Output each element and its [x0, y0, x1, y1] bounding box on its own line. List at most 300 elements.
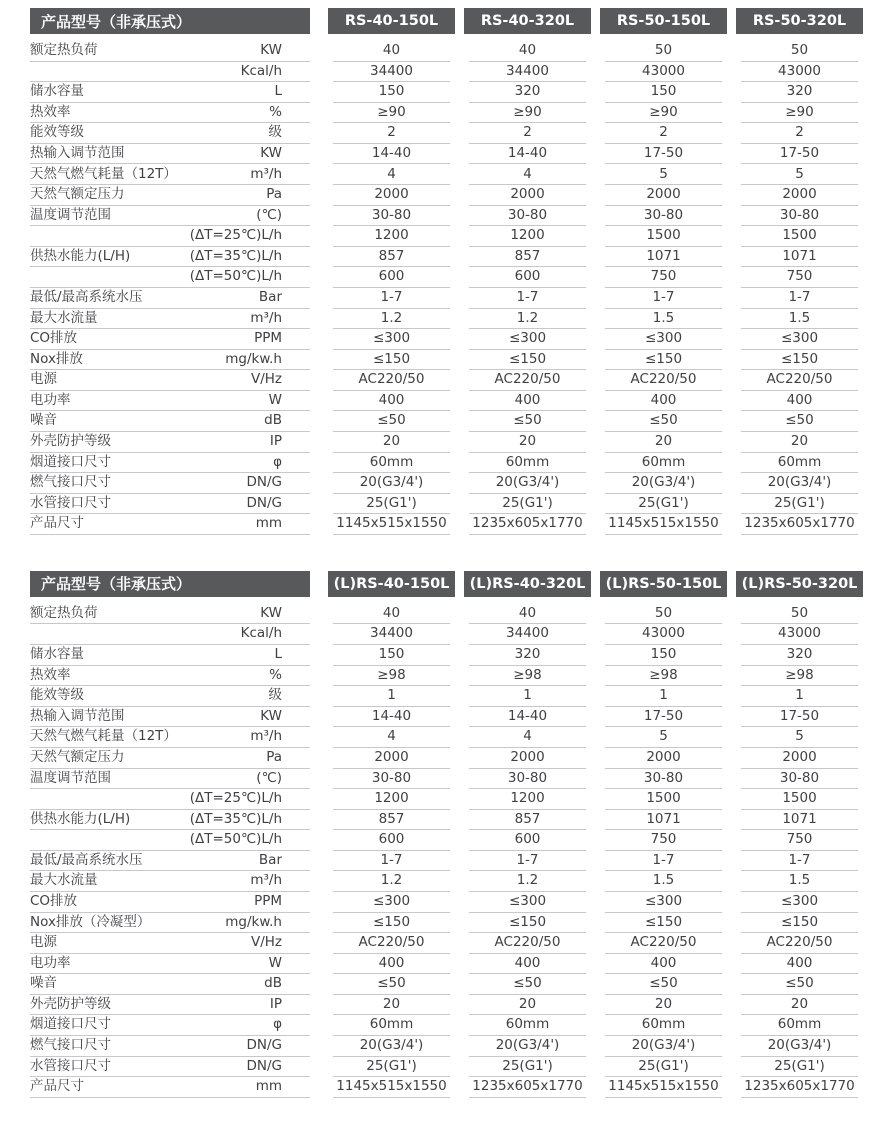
- spec-value: 20(G3/4'): [469, 473, 586, 494]
- spec-value: 20(G3/4'): [333, 473, 450, 494]
- spec-value: 30-80: [741, 769, 858, 790]
- row-unit: (℃): [256, 769, 282, 786]
- model-header-3: RS-50-150L: [600, 8, 727, 34]
- spec-row-label: [30, 707, 310, 728]
- spec-value: 857: [469, 810, 586, 831]
- spec-value: 1145x515x1550: [333, 514, 450, 535]
- spec-value: 43000: [605, 62, 722, 83]
- spec-value: 1200: [333, 226, 450, 247]
- spec-value: 50: [741, 41, 858, 62]
- row-unit: DN/G: [246, 1037, 282, 1054]
- spec-value: 30-80: [333, 769, 450, 790]
- row-name: 水管接口尺寸: [30, 494, 111, 511]
- spec-value: 1235x605x1770: [741, 514, 858, 535]
- row-unit: IP: [269, 433, 282, 450]
- row-unit: mm: [255, 515, 282, 532]
- spec-value: 1-7: [469, 851, 586, 872]
- row-unit: V/Hz: [250, 934, 282, 951]
- spec-value: 20: [605, 432, 722, 453]
- row-name: 电源: [30, 934, 57, 951]
- spec-value: 1.5: [605, 871, 722, 892]
- spec-value: 2000: [469, 748, 586, 769]
- spec-value: AC220/50: [333, 370, 450, 391]
- spec-value: 857: [333, 810, 450, 831]
- table-body: [30, 604, 863, 1098]
- row-unit: m³/h: [250, 728, 282, 745]
- spec-value: ≤50: [741, 974, 858, 995]
- spec-value: 1235x605x1770: [469, 514, 586, 535]
- spec-value: 34400: [333, 624, 450, 645]
- spec-value: 2000: [333, 185, 450, 206]
- spec-value: 1500: [605, 226, 722, 247]
- row-unit: mg/kw.h: [225, 913, 282, 930]
- spec-value: 150: [605, 645, 722, 666]
- spec-row-label: [30, 995, 310, 1016]
- spec-value: 400: [741, 391, 858, 412]
- row-name: 能效等级: [30, 124, 84, 141]
- spec-value: 17-50: [741, 707, 858, 728]
- spec-value: AC220/50: [741, 933, 858, 954]
- spec-row-label: [30, 851, 310, 872]
- spec-value: 20: [469, 432, 586, 453]
- spec-value: 750: [741, 830, 858, 851]
- spec-value: 20(G3/4'): [741, 1036, 858, 1057]
- spec-value: 43000: [741, 62, 858, 83]
- table-header-row: [30, 8, 863, 34]
- spec-value: ≤50: [333, 411, 450, 432]
- spec-row-label: [30, 974, 310, 995]
- spec-value: 50: [605, 41, 722, 62]
- model-header-1: (L)RS-40-150L: [328, 571, 455, 597]
- spec-value: 400: [333, 391, 450, 412]
- row-unit: DN/G: [246, 494, 282, 511]
- spec-value: ≥90: [741, 103, 858, 124]
- row-name: CO排放: [30, 330, 78, 347]
- spec-value: 2000: [605, 185, 722, 206]
- spec-value: 1-7: [333, 288, 450, 309]
- row-unit: (ΔT=25℃)L/h: [189, 227, 282, 244]
- row-unit: dB: [264, 975, 282, 992]
- row-unit: KW: [260, 707, 282, 724]
- spec-value: ≤150: [605, 913, 722, 934]
- row-unit: (ΔT=50℃)L/h: [189, 268, 282, 285]
- spec-value: 150: [333, 645, 450, 666]
- spec-value: 60mm: [741, 453, 858, 474]
- spec-value: 60mm: [605, 1015, 722, 1036]
- row-name: 热输入调节范围: [30, 144, 125, 161]
- row-name: Nox排放: [30, 350, 83, 367]
- spec-value: 1: [333, 686, 450, 707]
- spec-value: 34400: [333, 62, 450, 83]
- spec-value: 600: [469, 267, 586, 288]
- row-name: 天然气燃气耗量（12T）: [30, 165, 177, 182]
- spec-value: ≤50: [605, 411, 722, 432]
- row-unit: DN/G: [246, 474, 282, 491]
- spec-value: 4: [333, 164, 450, 185]
- spec-row-label: [30, 411, 310, 432]
- spec-value: 750: [605, 267, 722, 288]
- spec-value: 20(G3/4'): [469, 1036, 586, 1057]
- spec-value: 4: [333, 727, 450, 748]
- spec-value: 1.2: [469, 309, 586, 330]
- row-unit: (ΔT=35℃)L/h: [189, 810, 282, 827]
- row-unit: φ: [273, 1016, 282, 1033]
- spec-row-label: [30, 103, 310, 124]
- spec-value: AC220/50: [605, 933, 722, 954]
- spec-row-label: [30, 645, 310, 666]
- row-unit: 级: [268, 687, 282, 704]
- spec-value: 1145x515x1550: [605, 514, 722, 535]
- spec-value: 34400: [469, 624, 586, 645]
- spec-value: 2000: [741, 748, 858, 769]
- spec-value: 2000: [605, 748, 722, 769]
- row-unit: (ΔT=35℃)L/h: [189, 247, 282, 264]
- spec-value: 25(G1'): [741, 494, 858, 515]
- spec-value: 40: [469, 604, 586, 625]
- spec-row-label: [30, 41, 310, 62]
- spec-row-label: [30, 954, 310, 975]
- spec-value: 4: [469, 164, 586, 185]
- row-unit: L: [274, 646, 282, 663]
- spec-value: 25(G1'): [333, 494, 450, 515]
- spec-value: ≥98: [741, 666, 858, 687]
- spec-value: 1200: [333, 789, 450, 810]
- spec-value: ≤300: [741, 329, 858, 350]
- row-name: 产品尺寸: [30, 515, 84, 532]
- spec-value: 1.2: [333, 871, 450, 892]
- row-name: 储水容量: [30, 83, 84, 100]
- spec-value: 40: [333, 41, 450, 62]
- row-name: 最大水流量: [30, 309, 98, 326]
- spec-value: 857: [469, 247, 586, 268]
- spec-row-label: [30, 892, 310, 913]
- spec-value: AC220/50: [469, 370, 586, 391]
- spec-row-label: [30, 370, 310, 391]
- row-unit: (ΔT=50℃)L/h: [189, 831, 282, 848]
- spec-row-label: [30, 727, 310, 748]
- spec-value: 400: [469, 391, 586, 412]
- row-name: 温度调节范围: [30, 206, 111, 223]
- spec-value: 43000: [605, 624, 722, 645]
- model-header-4: RS-50-320L: [736, 8, 863, 34]
- spec-value: 5: [605, 164, 722, 185]
- spec-value: ≥90: [333, 103, 450, 124]
- spec-value: 30-80: [469, 206, 586, 227]
- spec-table-condensing: [30, 571, 863, 1098]
- row-unit: (℃): [256, 206, 282, 223]
- spec-value: 320: [741, 82, 858, 103]
- spec-value: 30-80: [605, 769, 722, 790]
- spec-value: AC220/50: [469, 933, 586, 954]
- spec-value: ≤300: [469, 329, 586, 350]
- row-name: 电源: [30, 371, 57, 388]
- spec-value: 5: [741, 727, 858, 748]
- spec-value: ≤150: [741, 350, 858, 371]
- spec-row-label: [30, 1015, 310, 1036]
- spec-value: 1.5: [741, 871, 858, 892]
- spec-value: 320: [469, 645, 586, 666]
- spec-value: ≤300: [333, 329, 450, 350]
- model-header-1: RS-40-150L: [328, 8, 455, 34]
- spec-value: 25(G1'): [469, 1057, 586, 1078]
- spec-value: 1.5: [741, 309, 858, 330]
- spec-value: 43000: [741, 624, 858, 645]
- spec-value: ≤150: [741, 913, 858, 934]
- row-name: 供热水能力(L/H): [30, 247, 131, 264]
- spec-row-label: [30, 624, 310, 645]
- spec-value: AC220/50: [741, 370, 858, 391]
- spec-row-label: [30, 494, 310, 515]
- spec-value: 1: [605, 686, 722, 707]
- spec-value: 30-80: [333, 206, 450, 227]
- spec-value: 1235x605x1770: [741, 1077, 858, 1098]
- row-unit: KW: [260, 604, 282, 621]
- spec-value: 25(G1'): [333, 1057, 450, 1078]
- spec-value: ≤50: [469, 411, 586, 432]
- row-unit: Pa: [266, 186, 282, 203]
- spec-value: ≤150: [605, 350, 722, 371]
- row-name: 储水容量: [30, 646, 84, 663]
- spec-value: 34400: [469, 62, 586, 83]
- row-unit: m³/h: [250, 872, 282, 889]
- spec-value: ≤150: [333, 350, 450, 371]
- spec-value: 50: [605, 604, 722, 625]
- row-unit: KW: [260, 144, 282, 161]
- spec-value: 2000: [741, 185, 858, 206]
- spec-value: 1: [469, 686, 586, 707]
- row-unit: L: [274, 83, 282, 100]
- spec-value: ≤300: [333, 892, 450, 913]
- spec-value: 1-7: [605, 851, 722, 872]
- row-unit: KW: [260, 42, 282, 59]
- table-body: [30, 41, 863, 535]
- spec-value: 600: [333, 830, 450, 851]
- spec-value: 60mm: [333, 453, 450, 474]
- spec-value: 5: [741, 164, 858, 185]
- spec-value: ≤150: [469, 350, 586, 371]
- spec-value: 857: [333, 247, 450, 268]
- spec-row-label: [30, 267, 310, 288]
- spec-value: 30-80: [605, 206, 722, 227]
- spec-row-label: [30, 666, 310, 687]
- spec-row-label: [30, 144, 310, 165]
- spec-value: 1-7: [469, 288, 586, 309]
- model-header-3: (L)RS-50-150L: [600, 571, 727, 597]
- spec-row-label: [30, 769, 310, 790]
- spec-row-label: [30, 871, 310, 892]
- spec-value: 30-80: [469, 769, 586, 790]
- spec-value: 750: [741, 267, 858, 288]
- spec-value: 2: [469, 123, 586, 144]
- spec-value: 1071: [605, 247, 722, 268]
- row-unit: Pa: [266, 748, 282, 765]
- spec-value: 400: [741, 954, 858, 975]
- spec-value: 20: [469, 995, 586, 1016]
- spec-value: ≤300: [469, 892, 586, 913]
- spec-row-label: [30, 350, 310, 371]
- row-name: 噪音: [30, 412, 57, 429]
- spec-value: 320: [741, 645, 858, 666]
- spec-value: ≤150: [469, 913, 586, 934]
- spec-value: 50: [741, 604, 858, 625]
- row-name: 外壳防护等级: [30, 995, 111, 1012]
- row-name: 最低/最高系统水压: [30, 851, 143, 868]
- row-unit: Bar: [258, 288, 282, 305]
- spec-value: 1500: [741, 226, 858, 247]
- spec-row-label: [30, 473, 310, 494]
- spec-value: ≤50: [469, 974, 586, 995]
- spec-value: 20: [333, 432, 450, 453]
- spec-row-label: [30, 748, 310, 769]
- row-name: 产品尺寸: [30, 1078, 84, 1095]
- spec-value: 320: [469, 82, 586, 103]
- row-unit: m³/h: [250, 165, 282, 182]
- spec-row-label: [30, 226, 310, 247]
- row-unit: IP: [269, 995, 282, 1012]
- row-unit: m³/h: [250, 309, 282, 326]
- spec-row-label: [30, 82, 310, 103]
- row-unit: dB: [264, 412, 282, 429]
- spec-value: 1: [741, 686, 858, 707]
- spec-value: 17-50: [605, 144, 722, 165]
- spec-row-label: [30, 1036, 310, 1057]
- spec-value: 2: [333, 123, 450, 144]
- spec-value: 150: [333, 82, 450, 103]
- row-name: 热效率: [30, 103, 71, 120]
- spec-value: 1071: [605, 810, 722, 831]
- spec-value: 1-7: [741, 288, 858, 309]
- spec-value: 1.2: [333, 309, 450, 330]
- row-name: 热输入调节范围: [30, 707, 125, 724]
- row-name: 天然气燃气耗量（12T）: [30, 728, 177, 745]
- spec-value: 14-40: [469, 707, 586, 728]
- spec-value: 1-7: [605, 288, 722, 309]
- row-name: CO排放: [30, 893, 78, 909]
- row-unit: Kcal/h: [240, 625, 282, 642]
- spec-value: 60mm: [469, 1015, 586, 1036]
- spec-row-label: [30, 288, 310, 309]
- spec-row-label: [30, 1077, 310, 1098]
- spec-value: 25(G1'): [469, 494, 586, 515]
- spec-value: ≤300: [605, 892, 722, 913]
- spec-value: 400: [469, 954, 586, 975]
- spec-value: 1071: [741, 247, 858, 268]
- spec-row-label: [30, 913, 310, 934]
- spec-row-label: [30, 830, 310, 851]
- spec-value: 750: [605, 830, 722, 851]
- spec-row-label: [30, 789, 310, 810]
- spec-row-label: [30, 453, 310, 474]
- spec-value: 2000: [333, 748, 450, 769]
- spec-value: 150: [605, 82, 722, 103]
- spec-value: 1-7: [333, 851, 450, 872]
- spec-value: 20: [333, 995, 450, 1016]
- row-name: 天然气额定压力: [30, 748, 125, 765]
- spec-value: 1200: [469, 789, 586, 810]
- spec-value: ≤300: [741, 892, 858, 913]
- spec-value: ≥98: [605, 666, 722, 687]
- row-name: 温度调节范围: [30, 769, 111, 786]
- spec-value: 2: [741, 123, 858, 144]
- spec-value: 600: [469, 830, 586, 851]
- row-unit: Bar: [258, 851, 282, 868]
- spec-value: ≥90: [605, 103, 722, 124]
- spec-row-label: [30, 391, 310, 412]
- spec-value: 17-50: [741, 144, 858, 165]
- row-unit: Kcal/h: [240, 62, 282, 79]
- spec-value: 25(G1'): [605, 1057, 722, 1078]
- row-name: 最低/最高系统水压: [30, 288, 143, 305]
- spec-value: 400: [605, 954, 722, 975]
- row-unit: DN/G: [246, 1057, 282, 1074]
- row-unit: PPM: [254, 893, 282, 909]
- row-name: 额定热负荷: [30, 42, 98, 59]
- spec-value: 25(G1'): [741, 1057, 858, 1078]
- spec-value: AC220/50: [333, 933, 450, 954]
- spec-value: 20(G3/4'): [333, 1036, 450, 1057]
- spec-value: 20: [741, 995, 858, 1016]
- spec-value: 1145x515x1550: [333, 1077, 450, 1098]
- spec-value: 40: [333, 604, 450, 625]
- row-name: 燃气接口尺寸: [30, 474, 111, 491]
- spec-value: ≥98: [469, 666, 586, 687]
- spec-row-label: [30, 514, 310, 535]
- table-title: 产品型号（非承压式）: [30, 8, 310, 34]
- spec-value: 17-50: [605, 707, 722, 728]
- row-name: 烟道接口尺寸: [30, 1016, 111, 1033]
- spec-value: 60mm: [333, 1015, 450, 1036]
- spec-value: ≤50: [333, 974, 450, 995]
- row-unit: mg/kw.h: [225, 350, 282, 367]
- spec-value: 1200: [469, 226, 586, 247]
- spec-value: 2000: [469, 185, 586, 206]
- spec-row-label: [30, 329, 310, 350]
- spec-row-label: [30, 604, 310, 625]
- row-name: Nox排放（冷凝型）: [30, 913, 151, 930]
- spec-row-label: [30, 164, 310, 185]
- spec-row-label: [30, 206, 310, 227]
- spec-value: ≥90: [469, 103, 586, 124]
- row-name: 天然气额定压力: [30, 186, 125, 203]
- spec-value: 1071: [741, 810, 858, 831]
- row-unit: V/Hz: [250, 371, 282, 388]
- spec-value: 25(G1'): [605, 494, 722, 515]
- row-name: 能效等级: [30, 687, 84, 704]
- spec-value: AC220/50: [605, 370, 722, 391]
- spec-value: 14-40: [333, 707, 450, 728]
- row-unit: mm: [255, 1078, 282, 1095]
- row-name: 电功率: [30, 391, 71, 408]
- spec-value: 20: [605, 995, 722, 1016]
- spec-value: 14-40: [333, 144, 450, 165]
- spec-value: 4: [469, 727, 586, 748]
- row-name: 额定热负荷: [30, 604, 98, 621]
- spec-row-label: [30, 933, 310, 954]
- spec-value: 1.5: [605, 309, 722, 330]
- spec-row-label: [30, 123, 310, 144]
- spec-row-label: [30, 62, 310, 83]
- spec-value: 60mm: [741, 1015, 858, 1036]
- row-unit: φ: [273, 453, 282, 470]
- spec-value: 400: [605, 391, 722, 412]
- row-name: 供热水能力(L/H): [30, 810, 131, 827]
- spec-value: 2: [605, 123, 722, 144]
- spec-row-label: [30, 1057, 310, 1078]
- spec-value: 20(G3/4'): [741, 473, 858, 494]
- row-unit: %: [269, 103, 282, 120]
- row-unit: PPM: [254, 330, 282, 347]
- spec-table-standard: [30, 8, 863, 535]
